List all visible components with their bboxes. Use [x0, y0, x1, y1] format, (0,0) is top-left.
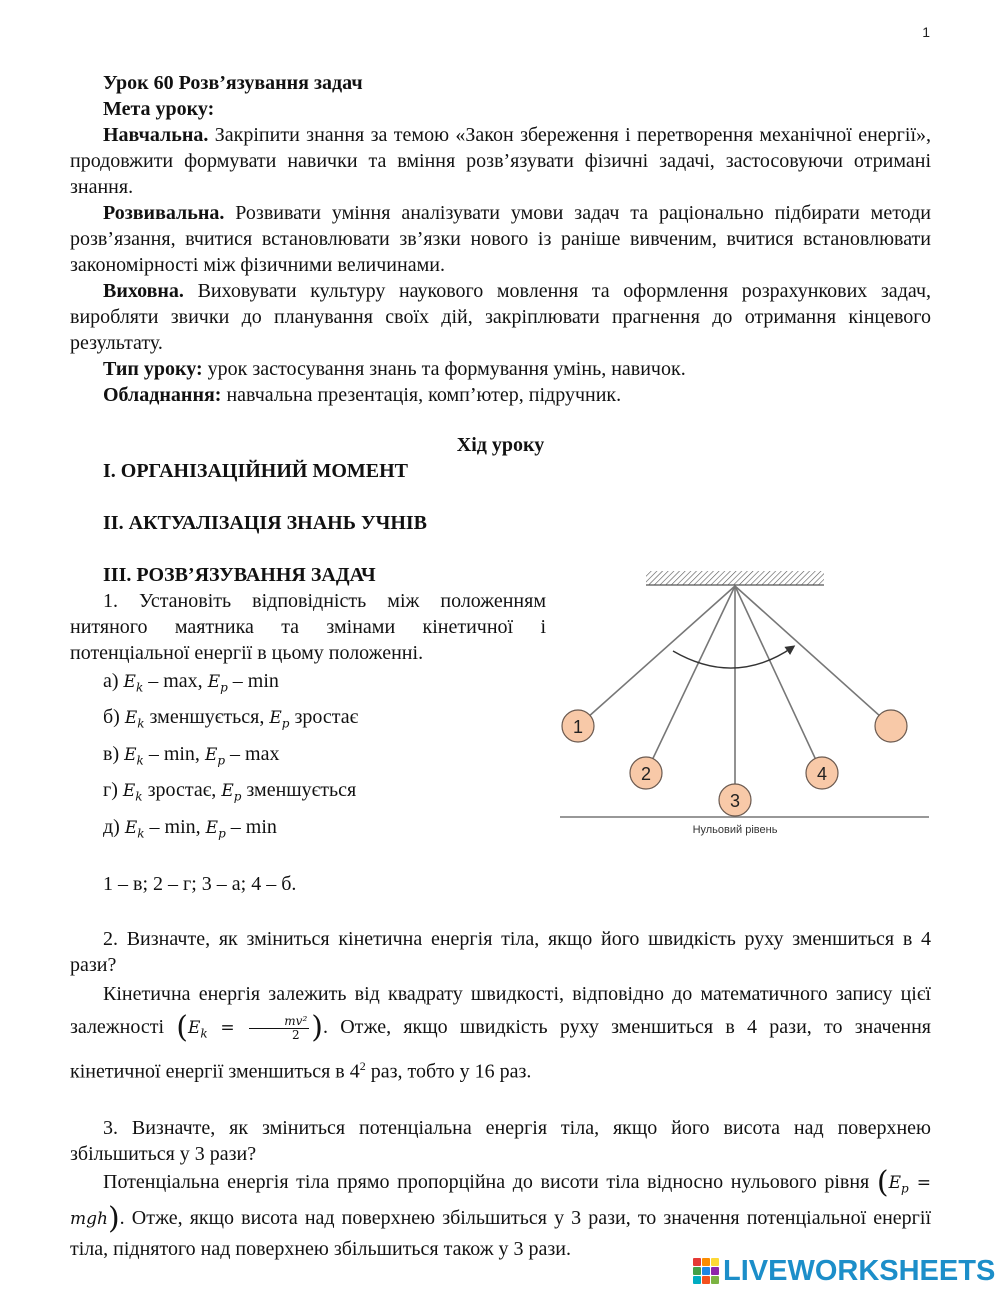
page-number: 1	[922, 24, 930, 40]
logo-text: LIVEWORKSHEETS	[723, 1254, 996, 1287]
task-3-answer: Потенціальна енергія тіла прямо пропорційна до висоти тіла відносно нульового рівня $(E_p = mgh)$. Отже, якщо висота над поверхнею збільшиться у 3 рази, то значення потенціальної енергії тіла, піднятого над поверхнею збільшиться також у 3 рази.	[70, 1165, 932, 1261]
zero-level-label: Нульовий рівень	[692, 824, 778, 836]
logo-mark-icon	[693, 1258, 719, 1284]
goal-educational	[70, 122, 931, 200]
bob-label-2: 2	[640, 764, 652, 784]
task-2-question: 2. Визначте, як зміниться кінетична енергія тіла, якщо його швидкість руху зменшиться в 4 рази?	[70, 927, 931, 976]
pendulum-string	[646, 586, 735, 773]
task-1-answer: 1 – в; 2 – г; 3 – а; 4 – б.	[103, 872, 297, 895]
task-1-question: 1. Установіть відповідність між положенням нитяного маятника та змінами кінетичної і потенціальної енергії в цьому положенні.	[70, 590, 546, 664]
lesson-title: Урок 60 Розв’язування задач	[103, 72, 363, 94]
pendulum-string	[735, 586, 822, 773]
section-heading: I. ОРГАНІЗАЦІЙНИЙ МОМЕНТ	[103, 460, 408, 482]
option-d: г) $E_k$ зростає, $E_p$ зменшується	[103, 779, 357, 804]
goal-label: Розвивальна.	[103, 202, 225, 224]
option-b: б) $E_k$ зменшується, $E_p$ зростає	[103, 706, 359, 731]
bob-label-3: 3	[729, 791, 741, 811]
goal-label: Виховна.	[103, 280, 184, 302]
bob-label-4: 4	[816, 764, 828, 784]
procedure-heading: Хід уроку	[456, 434, 545, 456]
kinetic-fraction: $\frac{\text{mv²}}{2}$	[249, 1015, 309, 1042]
task-1	[70, 588, 546, 897]
goal-upbringing	[70, 278, 931, 356]
lesson-type: Тип уроку: урок застосування знань та формування умінь, навичок.	[103, 358, 686, 380]
pendulum-diagram	[555, 565, 935, 845]
equipment: Обладнання: навчальна презентація, комп’ютер, підручник.	[103, 384, 622, 406]
goal-text: Закріпити знання за темою «Закон збереження і перетворення механічної енергії», продовжити формувати навички та вміння розв’язувати фізичні задачі, застосовуючи отримані знання.	[70, 124, 931, 198]
pendulum-string	[735, 586, 891, 726]
option-c: в) $E_k$ – min, $E_p$ – max	[103, 742, 280, 768]
swing-arrow	[673, 647, 793, 668]
liveworksheets-logo	[693, 1256, 995, 1286]
section-heading: II. АКТУАЛІЗАЦІЯ ЗНАНЬ УЧНІВ	[103, 512, 427, 534]
goal-text: Розвивати уміння аналізувати умови задач та раціонально підбирати методи розв’язання, вчитися встановлювати зв’язки нового із раніше вивченим, вчитися встановлювати закономірності між фізичними величинами.	[70, 202, 931, 276]
bob-label-1: 1	[572, 717, 584, 737]
goal-heading: Мета уроку:	[103, 98, 215, 120]
section-heading: III. РОЗВ’ЯЗУВАННЯ ЗАДАЧ	[103, 564, 376, 586]
option-e: д) $E_k$ – min, $E_p$ – min	[103, 815, 277, 840]
task-2-answer: Кінетична енергія залежить від квадрату швидкості, відповідно до математичного запису цієї залежності ($E_k$ = $\frac{\text{mv²}}{2}$ ). Отже, якщо швидкість руху зменшиться в 4 рази, то значення кінетичної енергії зменшиться в $4^2$ раз, тобто у 16 раз.	[70, 982, 931, 1083]
pendulum-bob-extreme	[875, 710, 907, 742]
exponent: 2	[359, 1059, 366, 1074]
ceiling-support	[646, 571, 824, 585]
task-3-question: 3. Визначте, як зміниться потенціальна енергія тіла, якщо його висота над поверхнею збільшиться у 3 рази?	[70, 1117, 931, 1165]
goal-label: Навчальна.	[103, 124, 209, 146]
goal-text: Виховувати культуру наукового мовлення та оформлення розрахункових задач, виробляти звички до планування своїх дій, закріплювати прагнення до отримання кінцевого результату.	[70, 280, 931, 354]
option-a: а) $E_k$ – max, $E_p$ – min	[103, 670, 279, 695]
goal-developmental	[70, 200, 931, 278]
pendulum-string	[578, 586, 735, 726]
